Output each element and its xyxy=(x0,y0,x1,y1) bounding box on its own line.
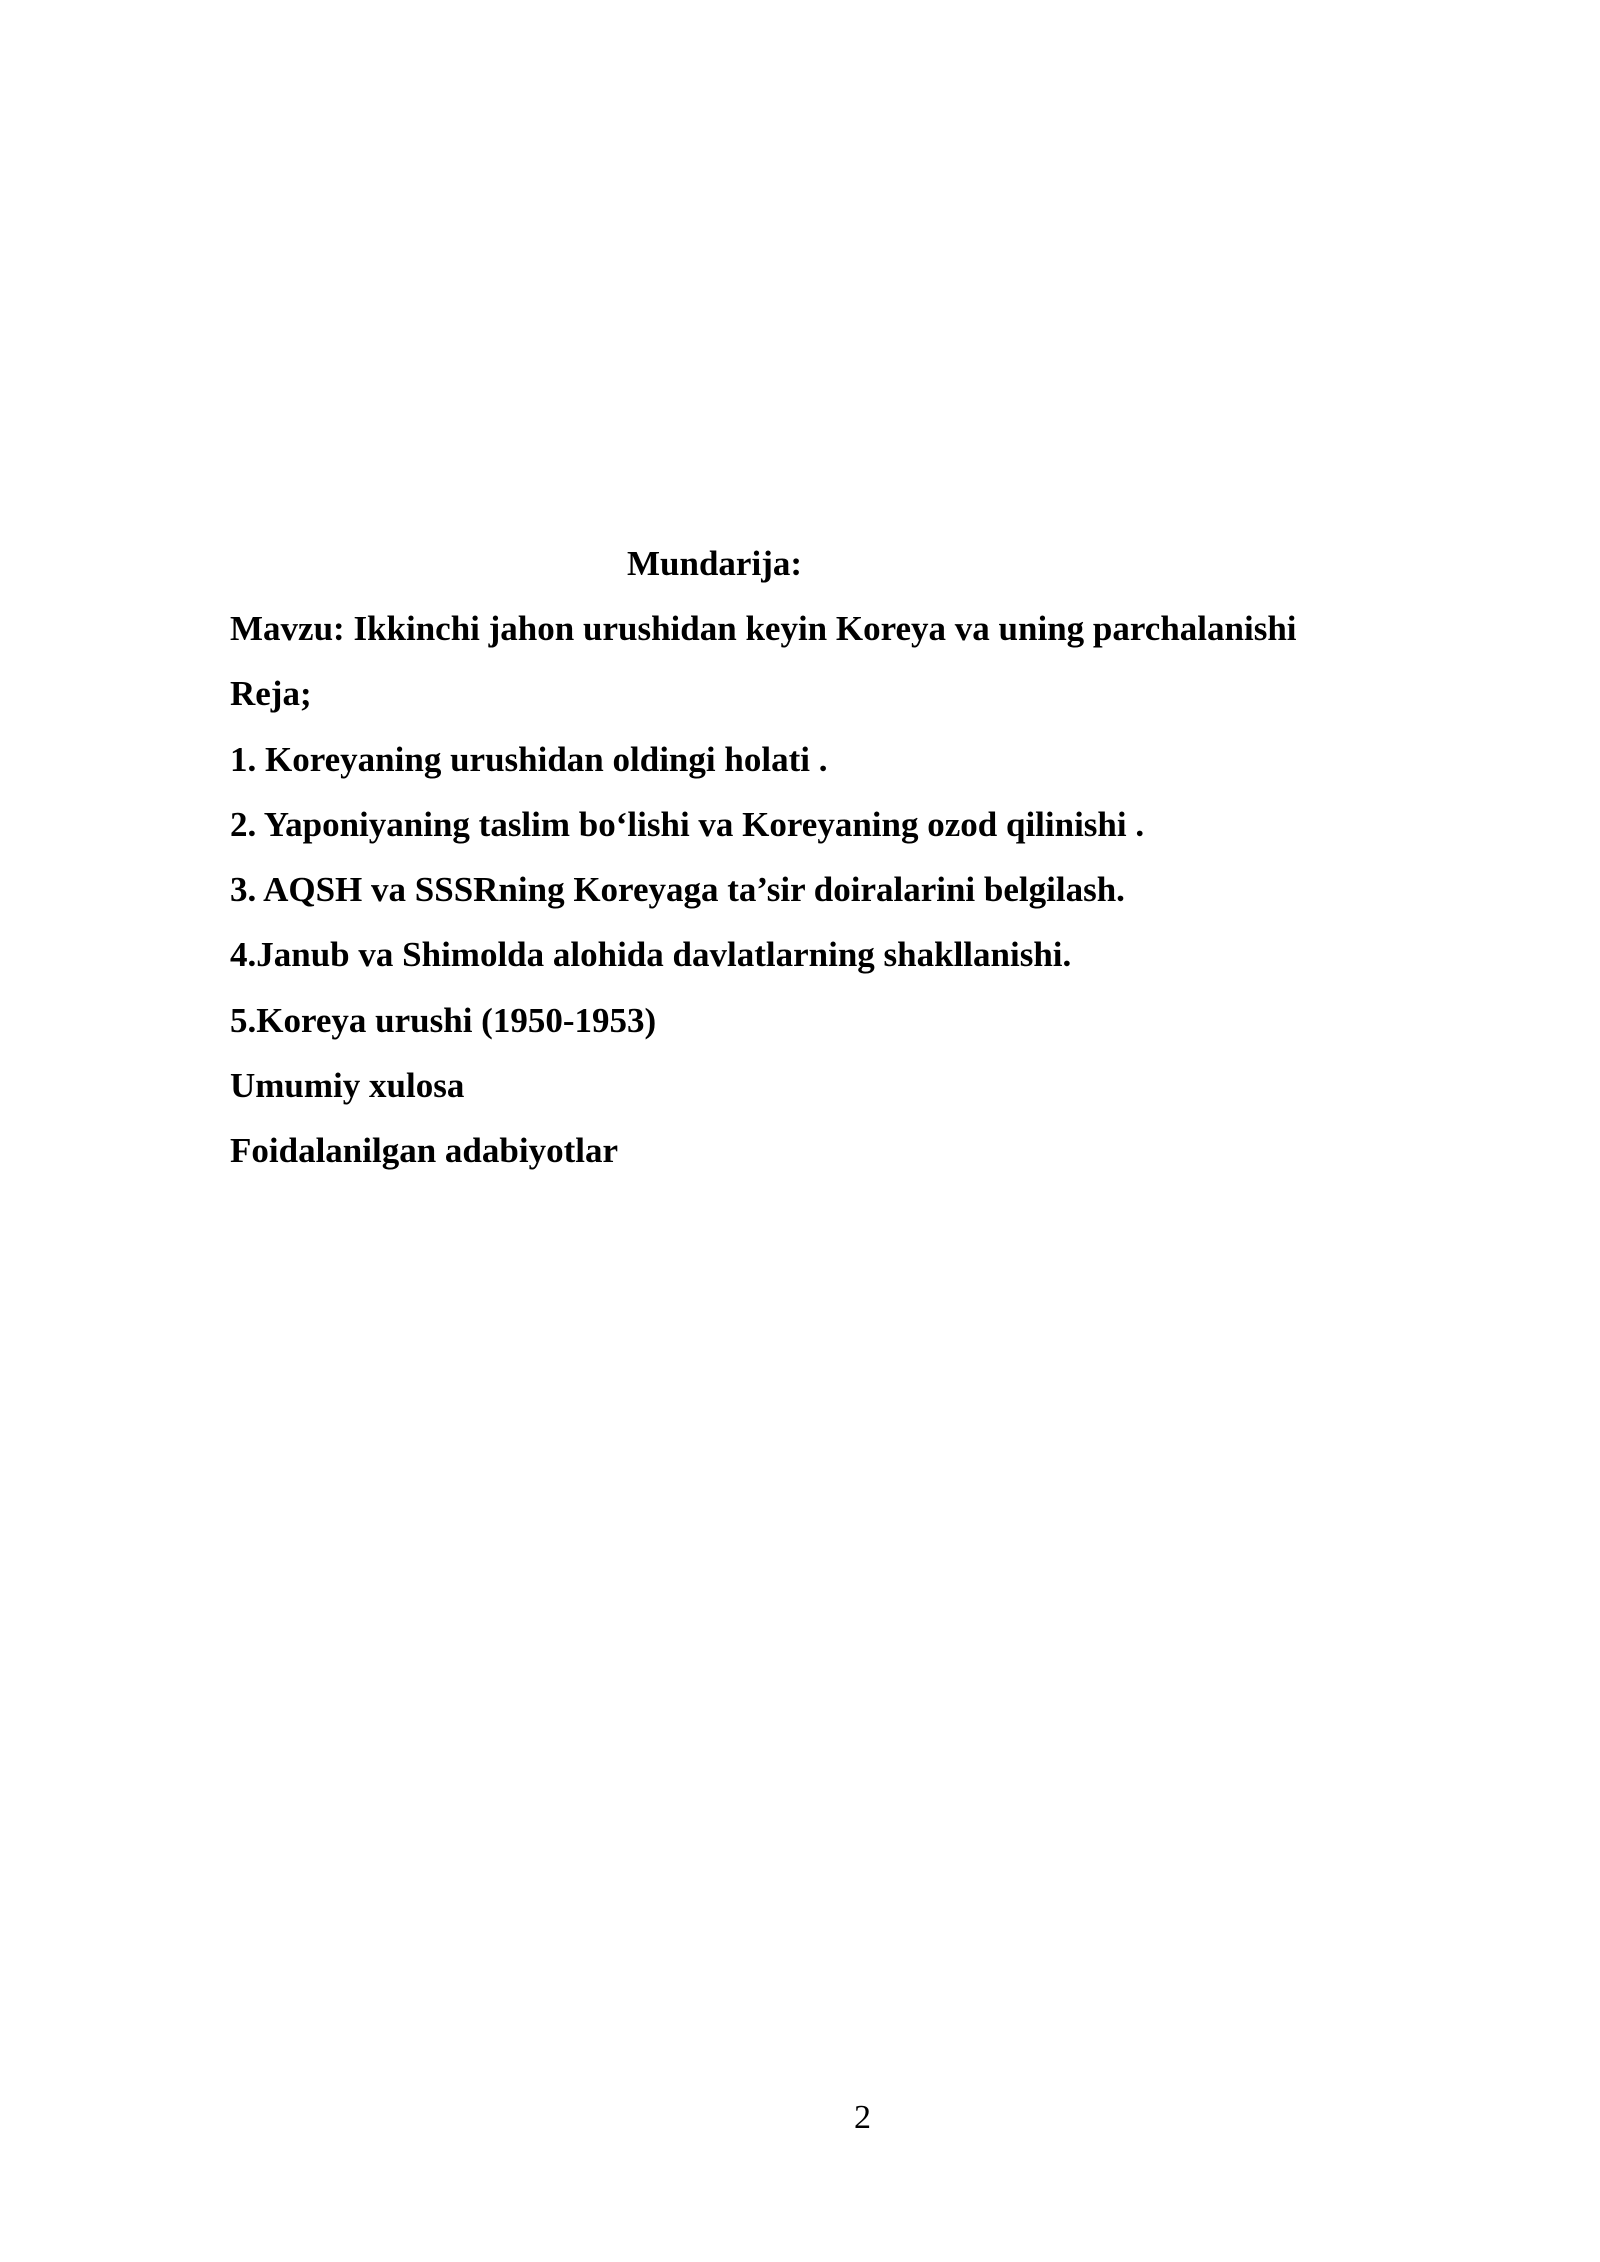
toc-item-5: 5.Koreya urushi (1950-1953) xyxy=(230,1000,657,1040)
toc-item-3: 3. AQSH va SSSRning Koreyaga ta’sir doiralarini belgilash. xyxy=(230,870,1125,910)
toc-references: Foidalanilgan adabiyotlar xyxy=(230,1131,618,1171)
plan-label: Reja; xyxy=(230,674,312,714)
toc-item-4: 4.Janub va Shimolda alohida davlatlarning shakllanishi. xyxy=(230,935,1072,975)
topic-line: Mavzu: Ikkinchi jahon urushidan keyin Koreya va uning parchalanishi xyxy=(230,609,1297,648)
toc-item-1: 1. Koreyaning urushidan oldingi holati . xyxy=(230,739,828,779)
toc-list xyxy=(230,605,1430,1193)
page-number: 2 xyxy=(854,2099,871,2136)
toc-item-2: 2. Yaponiyaning taslim bo‘lishi va Koreyaning ozod qilinishi . xyxy=(230,804,1145,844)
toc-heading: Mundarija: xyxy=(627,544,802,583)
toc-conclusion: Umumiy xulosa xyxy=(230,1066,465,1106)
